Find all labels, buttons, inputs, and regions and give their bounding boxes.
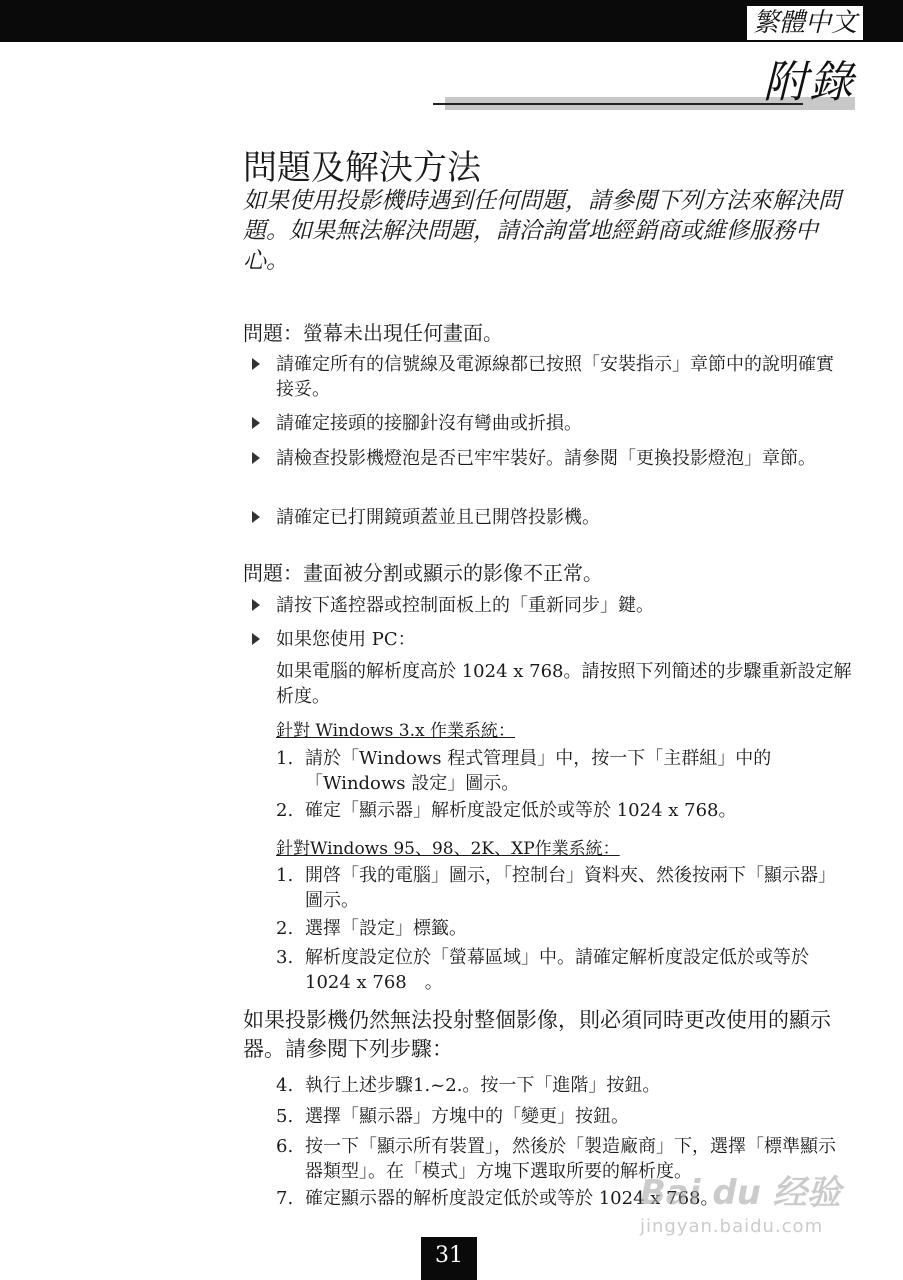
win3-subheading: 針對 Windows 3.x 作業系統： <box>276 721 515 741</box>
watermark <box>640 1165 841 1237</box>
bullet-arrow-icon <box>252 358 260 370</box>
language-label: 繁體中文 <box>747 6 863 40</box>
list-item: 5. 選擇「顯示器」方塊中的「變更」按鈕。 <box>276 1106 629 1127</box>
watermark-logo: Bai du 经验 <box>640 1173 841 1213</box>
problem2-heading: 問題：畫面被分割或顯示的影像不正常。 <box>243 561 603 585</box>
list-item: 請按下遙控器或控制面板上的「重新同步」鍵。 <box>276 593 846 618</box>
list-item: 2. 確定「顯示器」解析度設定低於或等於 1024 x 768。 <box>276 800 737 821</box>
page-number: 31 <box>421 1237 477 1280</box>
list-item: 2. 選擇「設定」標籤。 <box>276 918 467 939</box>
header-rule-dark <box>433 103 803 105</box>
list-item: 7. 確定顯示器的解析度設定低於或等於 1024 x 768。 <box>276 1188 719 1209</box>
continue-note: 如果投影機仍然無法投射整個影像，則必須同時更改使用的顯示器。請參閱下列步驟： <box>243 1008 831 1061</box>
bullet-arrow-icon <box>252 633 260 645</box>
page-title: 問題及解決方法 <box>243 148 481 188</box>
list-item: 3. 解析度設定位於「螢幕區域」中。請確定解析度設定低於或等於 1024 x 768 。 <box>276 947 809 993</box>
bullet-arrow-icon <box>252 599 260 611</box>
pc-note: 如果電腦的解析度高於 1024 x 768。請按照下列簡述的步驟重新設定解析度。 <box>276 661 852 707</box>
bullet-arrow-icon <box>252 417 260 429</box>
win95-subheading: 針對Windows 95、98、2K、XP作業系統： <box>276 839 620 859</box>
problem1-heading: 問題：螢幕未出現任何畫面。 <box>243 321 503 345</box>
list-item: 1. 開啓「我的電腦」圖示，「控制台」資料夾、然後按兩下「顯示器」圖示。 <box>276 865 836 911</box>
section-title: 附錄 <box>763 57 855 108</box>
bullet-arrow-icon <box>252 511 260 523</box>
bullet-arrow-icon <box>252 452 260 464</box>
list-item: 請檢查投影機燈泡是否已牢牢裝好。請參閱「更換投影燈泡」章節。 <box>276 446 846 471</box>
list-item: 請確定已打開鏡頭蓋並且已開啓投影機。 <box>276 505 846 530</box>
list-item: 1. 請於「Windows 程式管理員」中，按一下「主群組」中的「Windows 設定」圖示。 <box>276 748 772 794</box>
list-item: 請確定所有的信號線及電源線都已按照「安裝指示」章節中的說明確實接妥。 <box>276 352 846 402</box>
list-item: 如果您使用 PC： <box>276 627 846 652</box>
list-item: 請確定接頭的接腳針沒有彎曲或折損。 <box>276 411 846 436</box>
watermark-url: jingyan.baidu.com <box>640 1216 824 1237</box>
intro-paragraph: 如果使用投影機時遇到任何問題，請參閱下列方法來解決問題。如果無法解決問題，請洽詢當地經銷商或維修服務中心。 <box>243 188 841 274</box>
list-item: 4. 執行上述步驟1.~2.。按一下「進階」按鈕。 <box>276 1075 661 1096</box>
list-item: 6. 按一下「顯示所有裝置」，然後於「製造廠商」下，選擇「標準顯示器類型」。在「模式」方塊下選取所要的解析度。 <box>276 1136 836 1182</box>
